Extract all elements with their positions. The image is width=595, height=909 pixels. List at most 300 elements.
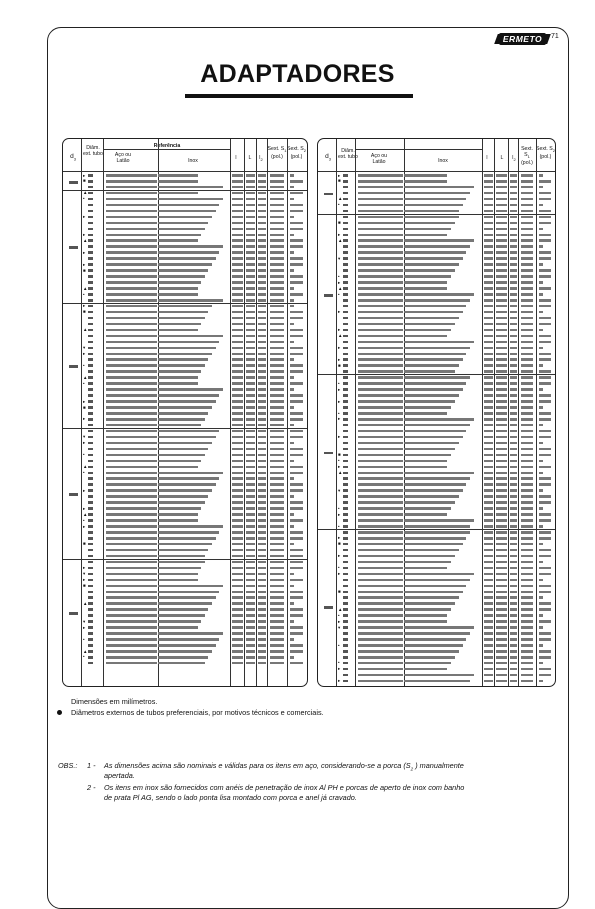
ref-inox-value	[158, 662, 205, 665]
l2-value	[258, 293, 266, 296]
diam-value	[88, 347, 93, 350]
s1-value	[521, 656, 533, 659]
obs1-text	[104, 761, 464, 773]
s2-value	[539, 466, 551, 469]
header-rule	[318, 171, 555, 172]
ref-aco-value	[106, 263, 157, 266]
s2-value	[290, 222, 303, 225]
row-marker: ▲	[83, 374, 88, 380]
row-marker: ▾	[83, 345, 86, 351]
l2-value	[510, 608, 517, 611]
s1-value	[270, 650, 284, 653]
s2-value	[290, 358, 294, 361]
l-value	[232, 632, 243, 635]
ref-inox-value	[158, 537, 216, 540]
l2-value	[510, 477, 517, 480]
s2-value	[290, 329, 303, 332]
s2-value	[290, 531, 303, 534]
ref-aco-value	[358, 680, 403, 683]
l2-value	[258, 489, 266, 492]
group-rule	[63, 428, 307, 429]
L-value	[496, 281, 507, 284]
L-value	[246, 222, 255, 225]
diam-value	[88, 442, 93, 445]
l-value	[232, 245, 243, 248]
L-value	[496, 543, 507, 546]
L-value	[246, 555, 255, 558]
ref-inox-value	[404, 228, 451, 231]
L-value	[496, 245, 507, 248]
L-value	[496, 370, 507, 373]
l-value	[232, 585, 243, 588]
s2-value	[290, 507, 303, 510]
s1-value	[521, 269, 533, 272]
diam-value	[343, 632, 348, 635]
s2-value	[290, 323, 294, 326]
l-value	[232, 620, 243, 623]
ref-inox-value	[158, 620, 201, 623]
ref-inox-value	[158, 382, 198, 385]
ref-aco-value	[106, 234, 157, 237]
diam-value	[343, 353, 348, 356]
l-value	[484, 662, 493, 665]
l-value	[484, 275, 493, 278]
l-value	[232, 204, 243, 207]
l-value	[484, 567, 493, 570]
L-value	[496, 626, 507, 629]
l2-value	[258, 192, 266, 195]
l2-value	[258, 323, 266, 326]
diam-value	[88, 418, 93, 421]
L-value	[496, 174, 507, 177]
diam-value	[343, 180, 348, 183]
header-l2-sub: 2	[513, 157, 516, 163]
l2-value	[510, 174, 517, 177]
ref-aco-value	[106, 656, 157, 659]
L-value	[246, 579, 255, 582]
L-value	[496, 364, 507, 367]
l2-value	[510, 430, 517, 433]
ref-inox-value	[158, 477, 219, 480]
ref-aco-value	[358, 668, 403, 671]
l-value	[484, 394, 493, 397]
l-value	[232, 323, 243, 326]
row-marker: •	[83, 291, 85, 297]
l2-value	[258, 311, 266, 314]
diam-value	[88, 626, 93, 629]
l2-value	[510, 483, 517, 486]
ref-inox-value	[158, 466, 198, 469]
ref-aco-value	[358, 275, 403, 278]
obs1-line2: apertada.	[104, 771, 135, 780]
s2-value	[539, 228, 543, 231]
ref-aco-value	[358, 412, 403, 415]
l-value	[232, 525, 243, 528]
diam-value	[343, 376, 348, 379]
s1-value	[521, 626, 533, 629]
L-value	[246, 204, 255, 207]
header-s1-sub: 1	[284, 148, 287, 154]
s1-value	[270, 620, 284, 623]
L-value	[496, 317, 507, 320]
s2-value	[290, 466, 303, 469]
diam-value	[88, 525, 93, 528]
ref-inox-value	[158, 394, 219, 397]
s2-value	[290, 477, 294, 480]
ref-aco-value	[358, 216, 403, 219]
row-marker: ▸	[83, 214, 86, 220]
L-value	[496, 358, 507, 361]
s1-value	[521, 251, 533, 254]
l2-value	[510, 335, 517, 338]
s1-value	[270, 591, 284, 594]
s2-value	[539, 436, 551, 439]
l2-value	[510, 329, 517, 332]
s2-value	[539, 543, 543, 546]
diam-value	[88, 430, 93, 433]
diam-value	[343, 507, 348, 510]
ref-inox-value	[158, 353, 212, 356]
s1-value	[521, 234, 533, 237]
s1-value	[270, 501, 284, 504]
s1-value	[521, 674, 533, 677]
s1-value	[270, 430, 284, 433]
s2-value	[290, 394, 303, 397]
ref-aco-value	[106, 638, 157, 641]
ref-aco-value	[358, 198, 403, 201]
ref-inox-value	[158, 650, 212, 653]
ref-aco-value	[358, 466, 403, 469]
s1-value	[521, 228, 533, 231]
diam-value	[88, 192, 93, 195]
s2-value	[290, 418, 303, 421]
L-value	[496, 662, 507, 665]
l-value	[232, 602, 243, 605]
ref-aco-value	[358, 186, 403, 189]
l-value	[232, 234, 243, 237]
diam-value	[88, 287, 93, 290]
d3-value	[69, 181, 78, 184]
l-value	[232, 358, 243, 361]
L-value	[246, 353, 255, 356]
column-rule	[336, 139, 337, 686]
ref-aco-value	[358, 591, 403, 594]
s2-value	[539, 561, 543, 564]
l-value	[232, 198, 243, 201]
s2-value	[539, 353, 551, 356]
s1-value	[521, 329, 533, 332]
l2-value	[258, 376, 266, 379]
ref-inox-value	[158, 335, 223, 338]
L-value	[246, 311, 255, 314]
ref-inox-value	[158, 388, 223, 391]
diam-value	[343, 573, 348, 576]
ref-aco-value	[358, 531, 403, 534]
s2-value	[290, 180, 303, 183]
s2-value	[290, 263, 303, 266]
ref-inox-value	[404, 358, 463, 361]
l-value	[232, 287, 243, 290]
s2-value	[539, 323, 551, 326]
l-value	[484, 573, 493, 576]
diam-value	[88, 412, 93, 415]
L-value	[246, 317, 255, 320]
l-value	[484, 204, 493, 207]
ref-aco-value	[358, 263, 403, 266]
l-value	[484, 323, 493, 326]
l-value	[484, 400, 493, 403]
ref-inox-value	[158, 228, 205, 231]
diam-value	[343, 650, 348, 653]
l-value	[232, 311, 243, 314]
L-value	[496, 353, 507, 356]
row-marker: ▸	[83, 249, 86, 255]
s1-value	[521, 388, 533, 391]
diam-value	[343, 335, 348, 338]
ref-aco-value	[106, 341, 157, 344]
row-marker: ▲	[83, 648, 88, 654]
l2-value	[258, 388, 266, 391]
diam-value	[343, 531, 348, 534]
s2-value	[290, 353, 303, 356]
L-value	[246, 210, 255, 213]
diam-value	[343, 656, 348, 659]
diam-value	[343, 620, 348, 623]
s1-value	[270, 228, 284, 231]
diam-value	[88, 204, 93, 207]
l-value	[232, 174, 243, 177]
l2-value	[258, 180, 266, 183]
l2-value	[258, 567, 266, 570]
s2-value	[290, 602, 294, 605]
ref-inox-value	[158, 245, 223, 248]
s2-value	[539, 245, 543, 248]
row-marker: ■	[83, 404, 86, 410]
ref-aco-value	[106, 353, 157, 356]
L-value	[246, 483, 255, 486]
header-L: L	[500, 155, 504, 161]
L-value	[496, 608, 507, 611]
L-value	[246, 287, 255, 290]
L-value	[496, 192, 507, 195]
ref-aco-value	[358, 626, 403, 629]
preferred-bullet-icon	[57, 710, 62, 715]
diam-value	[88, 591, 93, 594]
s1-value	[270, 436, 284, 439]
ref-inox-value	[404, 495, 459, 498]
l2-value	[258, 430, 266, 433]
s1-value	[521, 466, 533, 469]
l2-value	[510, 656, 517, 659]
s2-value	[539, 234, 551, 237]
diam-value	[343, 614, 348, 617]
row-marker: ▾	[338, 487, 341, 493]
diam-value	[88, 394, 93, 397]
referencia-rule	[355, 149, 482, 150]
diam-value	[88, 579, 93, 582]
ref-inox-value	[404, 614, 447, 617]
ref-inox-value	[404, 174, 447, 177]
ref-inox-value	[158, 626, 198, 629]
l-value	[484, 299, 493, 302]
diam-value	[343, 341, 348, 344]
L-value	[246, 525, 255, 528]
diam-value	[343, 186, 348, 189]
group-rule	[318, 529, 555, 530]
s1-value	[270, 364, 284, 367]
ref-inox-value	[158, 186, 223, 189]
s2-value	[539, 406, 543, 409]
l2-value	[510, 364, 517, 367]
L-value	[496, 269, 507, 272]
s1-value	[521, 472, 533, 475]
l-value	[484, 495, 493, 498]
s1-value	[521, 650, 533, 653]
L-value	[246, 245, 255, 248]
s2-value	[290, 596, 303, 599]
l2-value	[258, 239, 266, 242]
ref-aco-value	[106, 412, 157, 415]
diam-value	[88, 448, 93, 451]
l-value	[232, 626, 243, 629]
l2-value	[258, 591, 266, 594]
ref-aco-value	[106, 239, 157, 242]
ref-inox-value	[404, 281, 447, 284]
s2-value	[539, 585, 551, 588]
l2-value	[258, 406, 266, 409]
diam-value	[88, 335, 93, 338]
s1-value	[270, 561, 284, 564]
ref-aco-value	[358, 382, 403, 385]
s1-value	[270, 555, 284, 558]
diam-value	[343, 210, 348, 213]
ref-inox-value	[404, 245, 470, 248]
diam-value	[343, 567, 348, 570]
ermeto-logo: ERMETO	[499, 33, 546, 45]
L-value	[496, 483, 507, 486]
obs1-text-tail: ) manualmente	[415, 761, 464, 770]
l-value	[484, 620, 493, 623]
ref-aco-value	[358, 614, 403, 617]
row-marker: ▸	[83, 487, 86, 493]
s1-value	[521, 412, 533, 415]
row-marker: ▾	[83, 434, 86, 440]
ref-inox-value	[404, 364, 459, 367]
L-value	[246, 436, 255, 439]
d3-value	[69, 365, 78, 368]
s1-value	[270, 585, 284, 588]
L-value	[496, 323, 507, 326]
diam-value	[88, 299, 93, 302]
d3-value	[324, 606, 333, 609]
ref-inox-value	[404, 192, 470, 195]
ref-inox-value	[158, 293, 198, 296]
ref-inox-value	[404, 650, 459, 653]
s1-value	[270, 466, 284, 469]
column-rule	[81, 139, 82, 686]
row-marker: •	[338, 291, 340, 297]
l-value	[232, 281, 243, 284]
header-l: l	[486, 155, 488, 161]
ref-inox-value	[404, 311, 463, 314]
row-marker: ▸	[83, 172, 86, 178]
l2-value	[510, 358, 517, 361]
L-value	[496, 680, 507, 683]
s1-value	[521, 662, 533, 665]
l2-value	[510, 382, 517, 385]
row-marker: ■	[338, 589, 341, 594]
s2-value	[539, 251, 551, 254]
l2-value	[258, 596, 266, 599]
diam-value	[88, 400, 93, 403]
s2-value	[539, 311, 543, 314]
l2-value	[258, 370, 266, 373]
row-marker: •	[338, 660, 340, 666]
s1-value	[521, 668, 533, 671]
diam-value	[88, 364, 93, 367]
L-value	[496, 549, 507, 552]
d3-value	[324, 193, 333, 196]
L-value	[496, 198, 507, 201]
l-value	[232, 269, 243, 272]
diam-value	[88, 472, 93, 475]
s2-value	[539, 275, 551, 278]
l2-value	[510, 436, 517, 439]
ref-inox-value	[158, 364, 205, 367]
s2-value	[290, 638, 294, 641]
row-marker: •	[338, 565, 340, 571]
s1-value	[270, 549, 284, 552]
s2-value	[539, 472, 543, 475]
l-value	[484, 222, 493, 225]
ref-aco-value	[106, 198, 157, 201]
L-value	[246, 596, 255, 599]
l-value	[232, 472, 243, 475]
L-value	[496, 275, 507, 278]
ref-aco-value	[358, 370, 403, 373]
l-value	[484, 358, 493, 361]
l-value	[232, 644, 243, 647]
s1-value	[270, 406, 284, 409]
diam-value	[343, 436, 348, 439]
ref-inox-value	[158, 501, 205, 504]
l-value	[232, 549, 243, 552]
ref-inox-value	[158, 638, 219, 641]
l2-value	[258, 418, 266, 421]
diam-value	[343, 644, 348, 647]
s1-value	[270, 394, 284, 397]
diam-value	[88, 382, 93, 385]
l-value	[484, 638, 493, 641]
ref-aco-value	[106, 251, 157, 254]
s1-value	[521, 317, 533, 320]
column-rule	[355, 139, 356, 686]
diam-value	[343, 281, 348, 284]
s2-value	[539, 370, 551, 373]
L-value	[246, 513, 255, 516]
diam-value	[343, 489, 348, 492]
l-value	[232, 370, 243, 373]
ref-aco-value	[106, 257, 157, 260]
l-value	[232, 210, 243, 213]
L-value	[496, 305, 507, 308]
l2-value	[510, 192, 517, 195]
ref-aco-value	[106, 370, 157, 373]
l2-value	[258, 222, 266, 225]
ref-inox-value	[158, 448, 208, 451]
L-value	[246, 406, 255, 409]
ref-inox-value	[158, 198, 223, 201]
